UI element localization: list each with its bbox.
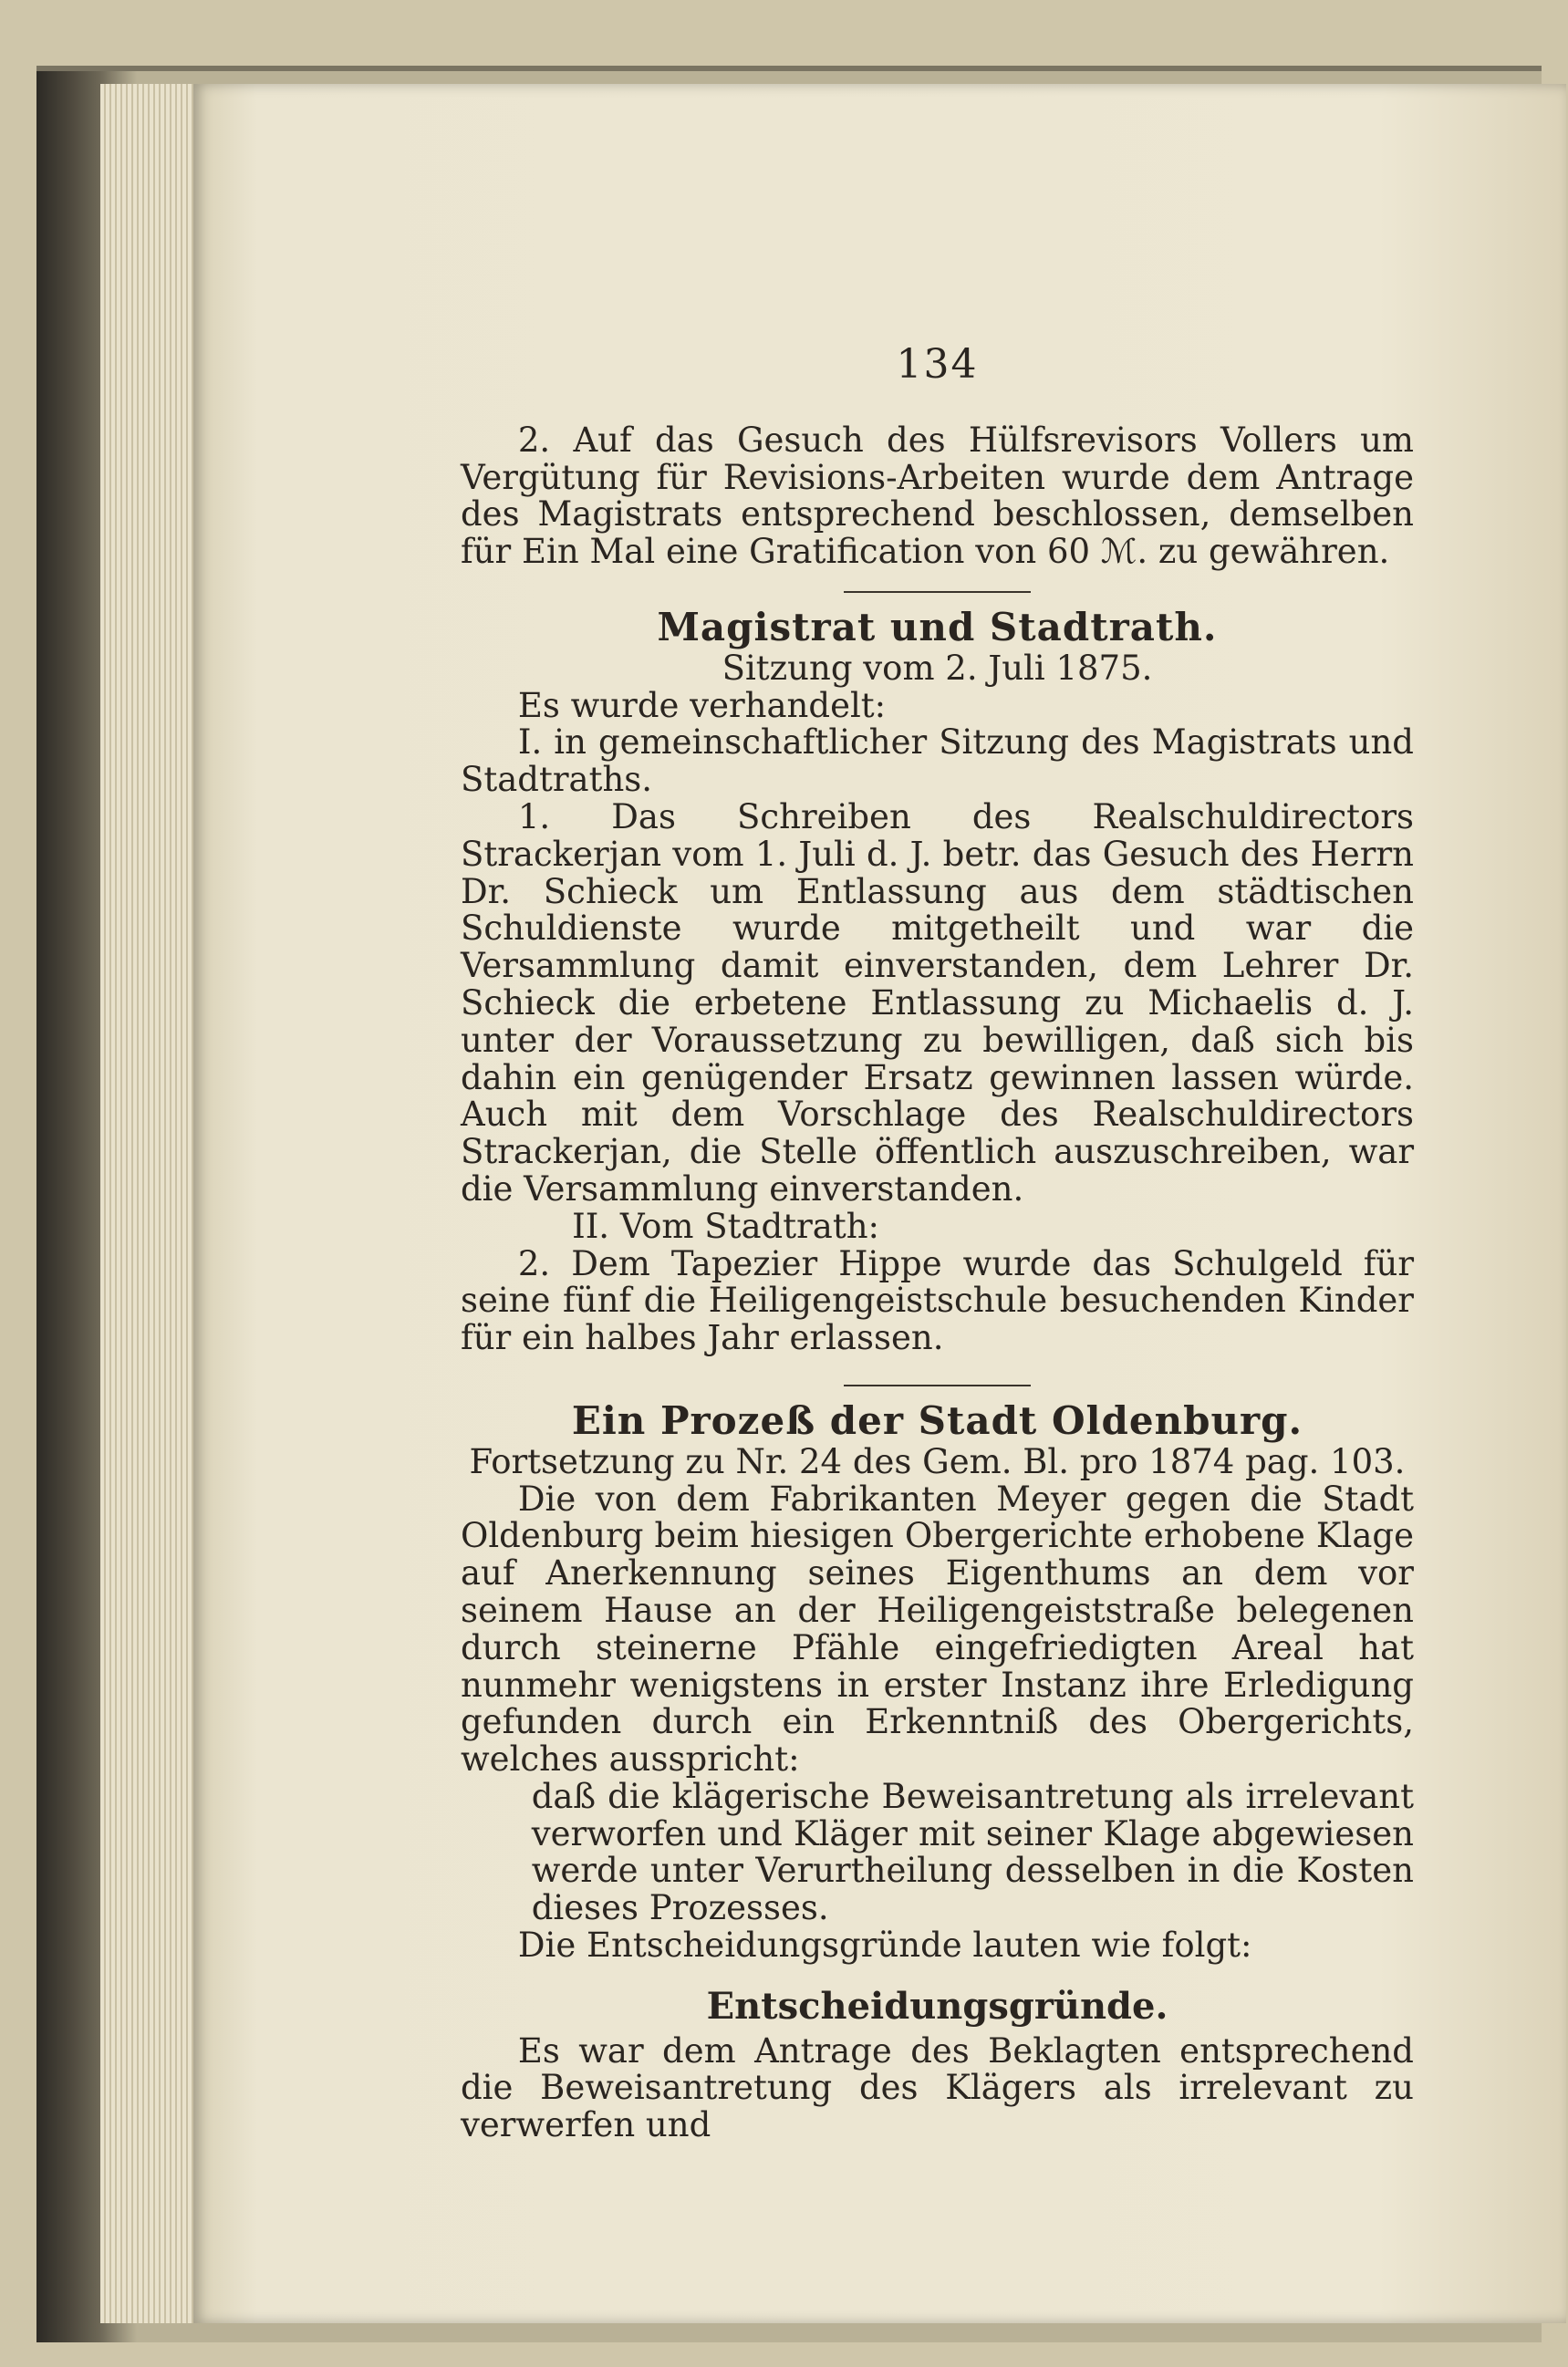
intro-verhandelt: Es wurde verhandelt:: [517, 685, 887, 725]
divider-rule: [844, 591, 1031, 593]
section-title-magistrat: Magistrat und Stadtrath.: [657, 604, 1218, 649]
quoted-judgment: daß die klägerische Beweisantretung als irrelevant verworfen und Kläger mit seiner Klage abgewiesen werde unter Verurtheilung desselben in die Kosten dieses Prozesses.: [531, 1776, 1414, 1928]
section-subtitle-fortsetzung: Fortsetzung zu Nr. 24 des Gem. Bl. pro 1874 pag. 103.: [469, 1441, 1406, 1481]
paragraph-final: Es war dem Antrage des Beklagten entsprechend die Beweisantretung des Klägers als irrelevant zu verwerfen und: [461, 2030, 1414, 2145]
section-subtitle-sitzung: Sitzung vom 2. Juli 1875.: [722, 648, 1153, 688]
page-number: 134: [896, 341, 979, 388]
item-one-schreiben: 1. Das Schreiben des Realschuldirectors Strackerjan vom 1. Juli d. J. betr. das Gesuch des Herrn Dr. Schieck um Entlassung aus dem städtischen Schuldienste wurde mitgetheilt und war die Versammlung damit einverstanden, dem Lehrer Dr. Schieck die erbetene Entlassung zu Michaelis d. J. unter der Voraussetzung zu bewilligen, daß sich bis dahin ein genügender Ersatz gewinnen lassen würde. Auch mit dem Vorschlage des Realschuldirectors Strackerjan, die Stelle öffentlich auszuschreiben, war die Versammlung einverstanden.: [461, 796, 1414, 1209]
divider-rule: [844, 1385, 1031, 1386]
section-title-prozess: Ein Prozeß der Stadt Oldenburg.: [571, 1397, 1303, 1443]
heading-entscheidungsgruende: Entscheidungsgründe.: [706, 1984, 1168, 2028]
item-two-tapezier: 2. Dem Tapezier Hippe wurde das Schulgeld für seine fünf die Heiligengeistschule besuchenden Kinder für ein halbes Jahr erlassen.: [461, 1243, 1414, 1358]
paragraph-klage: Die von dem Fabrikanten Meyer gegen die Stadt Oldenburg beim hiesigen Obergerichte erhobene Klage auf Anerkennung seines Eigenthums an dem vor seinem Hause an der Heiligengeiststraße belegenen durch steinerne Pfähle eingefriedigten Areal hat nunmehr wenigstens in erster Instanz ihre Erledigung gefunden durch ein Erkenntniß des Obergerichts, welches ausspricht:: [461, 1479, 1414, 1780]
page-edges: [100, 84, 201, 2323]
paragraph-gruende-intro: Die Entscheidungsgründe lauten wie folgt:: [517, 1926, 1252, 1966]
part-one: I. in gemeinschaftlicher Sitzung des Magistrats und Stadtraths.: [461, 722, 1414, 800]
part-two: II. Vom Stadtrath:: [572, 1206, 880, 1246]
paragraph-gratification: 2. Auf das Gesuch des Hülfsrevisors Vollers um Vergütung für Revisions-Arbeiten wurde dem Antrage des Magistrats entsprechend beschlossen, demselben für Ein Mal eine Gratification von 60 ℳ. zu gewähren.: [461, 420, 1414, 572]
page-text: [461, 341, 1414, 2145]
